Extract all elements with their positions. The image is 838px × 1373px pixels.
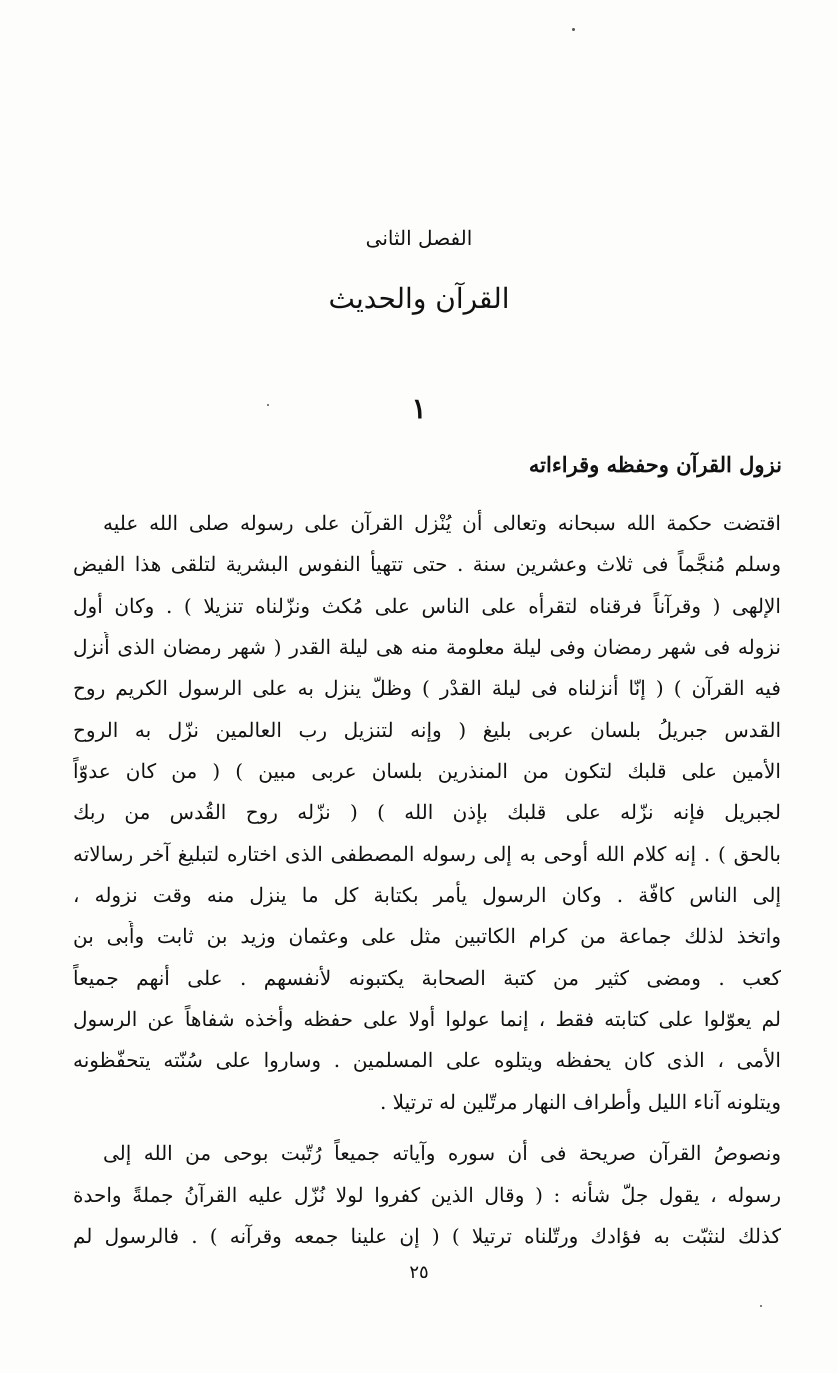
body-line: إلى الناس كافّة . وكان الرسول يأمر بكتابة كل ما ينزل منه وقت نزوله ، (73, 883, 781, 907)
body-line: واتخذ لذلك جماعة من كرام الكاتبين مثل على وعثمان وزيد بن ثابت وأُبى بن (73, 924, 781, 948)
body-line: اقتضت حكمة الله سبحانه وتعالى أن يُنْزل القرآن على رسوله صلى الله عليه (103, 511, 781, 535)
section-number: ١ (411, 392, 427, 425)
body-line: رسوله ، يقول جلّ شأنه : ( وقال الذين كفروا لولا نُزّل عليه القرآنُ جملةً واحدة (73, 1183, 781, 1207)
chapter-label: الفصل الثانى (365, 226, 473, 250)
body-line: ونصوصُ القرآن صريحة فى أن سوره وآياته جميعاً رُتّبت بوحى من الله إلى (103, 1141, 781, 1165)
body-line: بالحق ) . إنه كلام الله أوحى به إلى رسوله المصطفى الذى اختاره لتبليغ آخر رسالاته (73, 842, 781, 866)
page-number: ٢٥ (409, 1262, 429, 1283)
print-speck (267, 404, 269, 406)
print-speck (760, 1305, 762, 1307)
body-line: فيه القرآن ) ( إنّا أنزلناه فى ليلة القدْر ) وظلّ ينزل به على الرسول الكريم روح (73, 676, 781, 700)
body-line: الأمين على قلبك لتكون من المنذرين بلسان عربى مبين ) ( من كان عدوّاً (73, 759, 781, 783)
body-line: كعب . ومضى كثير من كتبة الصحابة يكتبونه لأنفسهم . على أنهم جميعاً (73, 966, 781, 990)
body-line: نزوله فى شهر رمضان وفى ليلة معلومة منه هى ليلة القدر ( شهر رمضان الذى أُنزل (73, 635, 781, 659)
body-line: لجبريل فإنه نزّله على قلبك بإذن الله ) ( نزّله روح القُدس من ربك (73, 800, 781, 824)
body-line: ويتلونه آناء الليل وأطراف النهار مرتّلين له ترتيلا . (379, 1090, 781, 1114)
body-line: الإلهى ( وقرآناً فرقناه لتقرأه على الناس على مُكث ونزّلناه تنزيلا ) . وكان أول (73, 594, 781, 618)
body-line: الأمى ، الذى كان يحفظه ويتلوه على المسلمين . وساروا على سُنّته يتحفّظونه (73, 1048, 781, 1072)
body-line: كذلك لنثبّت به فؤادك ورتّلناه ترتيلا ) ( إن علينا جمعه وقرآنه ) . فالرسول لم (73, 1224, 781, 1248)
print-speck (572, 28, 575, 31)
body-line: القدس جبريلُ بلسان عربى بليغ ( وإنه لتنزيل رب العالمين نزّل به الروح (73, 718, 781, 742)
body-line: وسلم مُنجَّماً فى ثلاث وعشرين سنة . حتى تتهيأ النفوس البشرية لتلقى هذا الفيض (73, 552, 781, 576)
body-line: لم يعوّلوا على كتابته فقط ، إنما عولوا أولا على حفظه وأخذه شفاهاً عن الرسول (73, 1007, 781, 1031)
section-heading: نزول القرآن وحفظه وقراءاته (528, 452, 782, 477)
chapter-title: القرآن والحديث (328, 282, 510, 315)
